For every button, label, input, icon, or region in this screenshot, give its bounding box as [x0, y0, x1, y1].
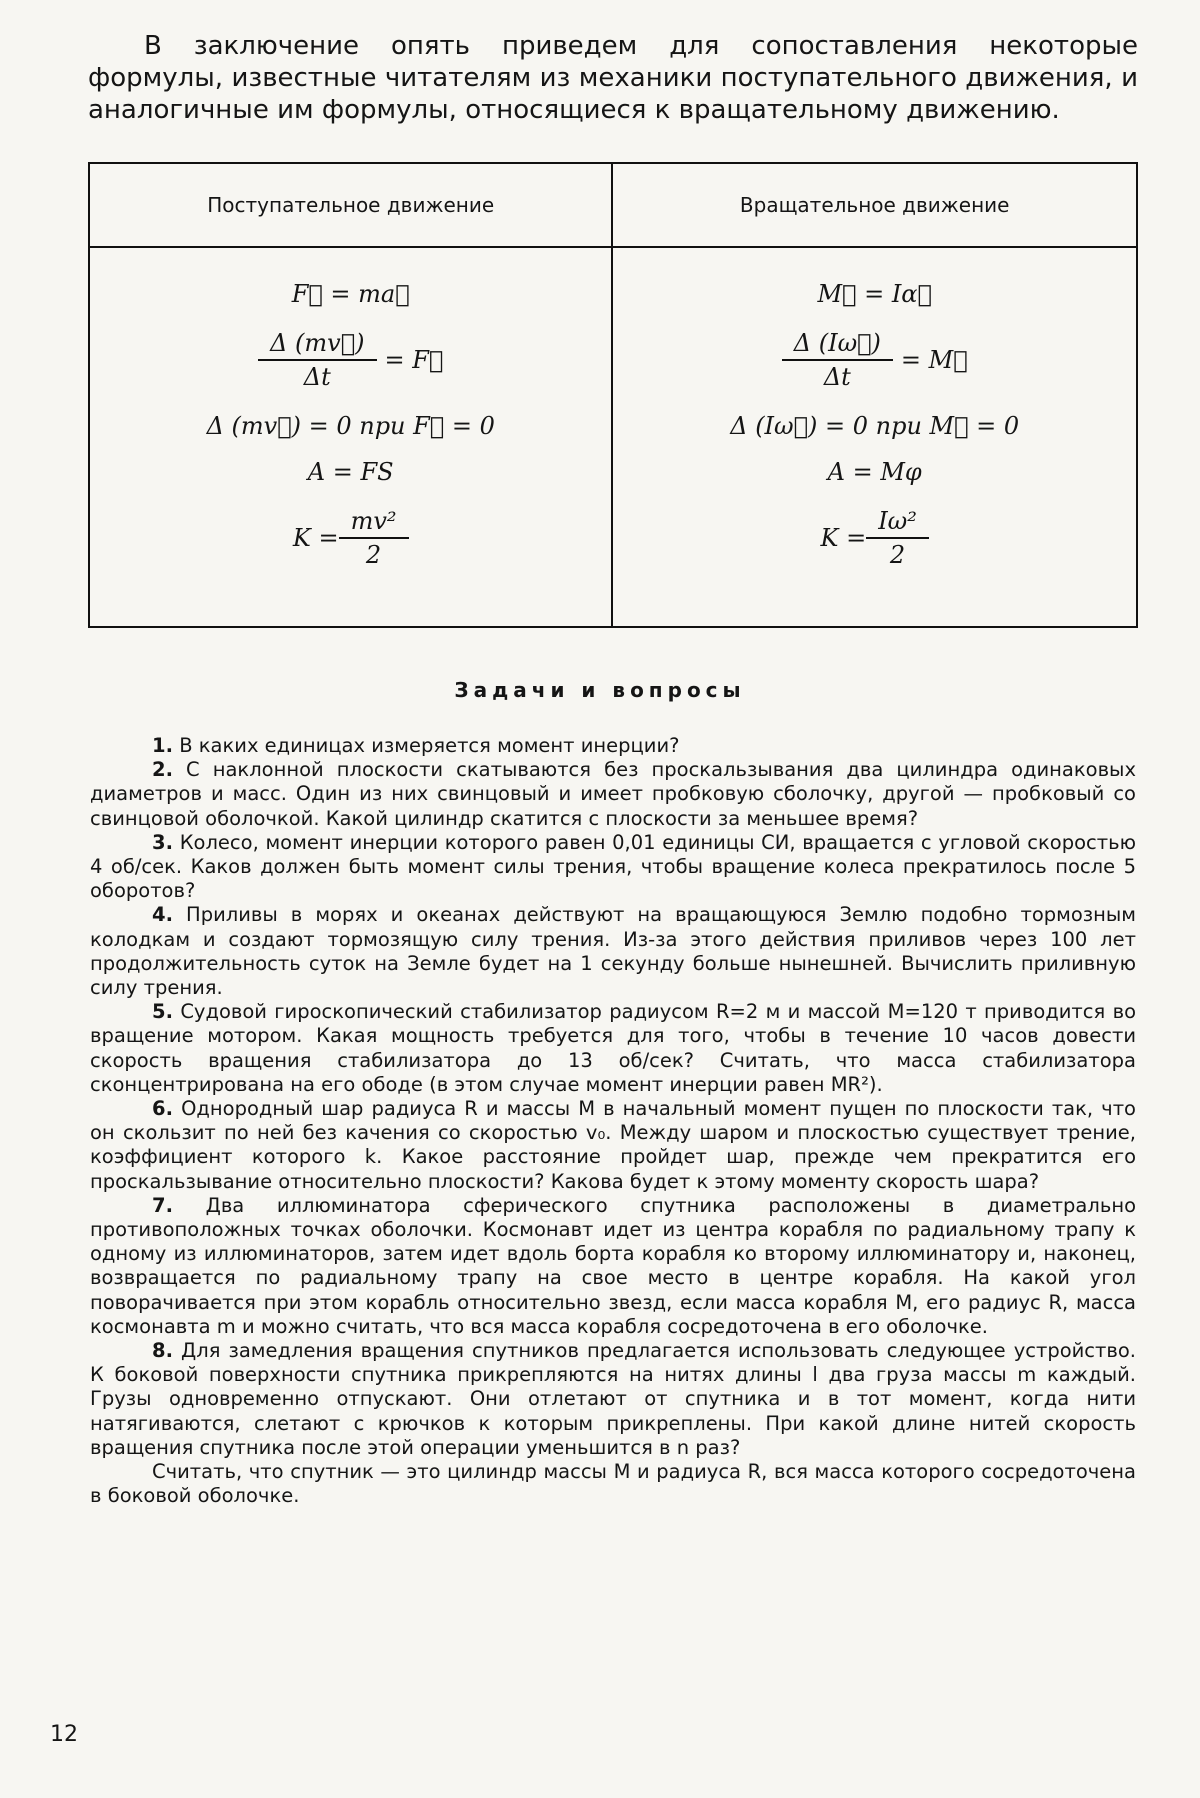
fraction: $\frac{\Delta (I\omega⃗)}{\Delta t}$: [782, 327, 893, 393]
problem-item: 4. Приливы в морях и океанах действуют на вращающуюся Землю подобно тормозным колодкам и создают тормозящую силу трения. Из-за этого действия приливов через 100 лет продолжительность суток на Земле будет на 1 секунду больше нынешней. Вычислить приливную силу трения.: [90, 903, 1136, 1000]
formula-angular-momentum-conservation: Δ (Iω⃗) = 0 при M⃗ = 0: [730, 412, 1020, 440]
problem-item: 3. Колесо, момент инерции которого равен 0,01 единицы СИ, вращается с угловой скоростью 4 об/сек. Каков должен быть момент силы трения, чтобы вращение колеса прекратилось после 5 оборотов?: [90, 830, 1137, 903]
problem-item: 5. Судовой гироскопический стабилизатор радиусом R=2 м и массой M=120 т приводится во вращение мотором. Какая мощность требуется для того, чтобы в течение 10 часов довести скорость вращения стабилизатора до 13 об/сек? Считать, что масса стабилизатора сконцентрирована на его ободе (в этом случае момент инерции равен MR²).: [90, 1000, 1136, 1096]
formula-momentum-conservation: Δ (mv⃗) = 0 при F⃗ = 0: [206, 412, 495, 440]
comparison-table: [88, 162, 1138, 628]
fraction: $\frac{\Delta (mv⃗)}{\Delta t}$: [258, 327, 376, 393]
problem-item: 2. С наклонной плоскости скатываются без проскальзывания два цилиндра одинаковых диаметров и масс. Один из них свинцовый и имеет пробковую сболочку, другой — пробковый со свинцовой оболочкой. Какой цилиндр скатится с плоскости за меньшее время?: [90, 758, 1136, 830]
translational-formulas: [89, 247, 612, 627]
formula-newton: F⃗ = ma⃗: [291, 280, 410, 308]
problem-item: 8. Для замедления вращения спутников предлагается использовать следующее устройство. К боковой поверхности спутника прикрепляются на нитях длины l два груза массы m каждый. Грузы одновременно отпускают. Они отлетают от спутника и в тот момент, когда нити натягиваются, слетают с крючков к которым прикреплены. При какой длине нитей скорость вращения спутника после этой операции уменьшится в n раз?: [90, 1339, 1136, 1459]
formula-kinetic-energy: K = $\frac{\text{mv²}}{2}$: [91, 498, 610, 578]
fraction: $\frac{\text{Iω²}}{2}$: [866, 505, 929, 571]
problem-item: 1. В каких единицах измеряется момент инерции?: [152, 734, 680, 757]
header-rotational: Вращательное движение: [612, 163, 1137, 247]
page-number: 12: [50, 1722, 78, 1747]
formula-work: A = FS: [307, 458, 394, 486]
formula-rotational-work: A = Mφ: [827, 458, 922, 486]
problem-item-continuation: Считать, что спутник — это цилиндр массы M и радиуса R, вся масса которого сосредоточена в боковой оболочке.: [90, 1460, 1136, 1508]
problem-item: 6. Однородный шар радиуса R и массы M в начальный момент пущен по плоскости так, что он скользит по ней без качения со скоростью v₀. Между шаром и плоскостью существует трение, коэффициент которого k. Какое расстояние пройдет шар, прежде чем прекратится его проскальзывание относительно плоскости? Какова будет к этому моменту скорость шара?: [90, 1097, 1136, 1193]
formula-rotational-kinetic-energy: K = $\frac{\text{Iω²}}{2}$: [614, 498, 1135, 578]
header-translational: Поступательное движение: [89, 163, 612, 247]
fraction: $\frac{\text{mv²}}{2}$: [339, 505, 409, 571]
formula-torque: M⃗ = Iα⃗: [817, 280, 932, 308]
problem-list: [90, 734, 1136, 1509]
section-title: Задачи и вопросы: [454, 678, 746, 702]
formula-momentum-change: $\frac{\Delta (mv⃗)}{\Delta t}$ = F⃗: [91, 320, 610, 400]
intro-paragraph: В заключение опять приведем для сопоставления некоторые формулы, известные читателям из механики поступательного движения, и аналогичные им формулы, относящиеся к вращательному движению.: [88, 31, 1138, 125]
problem-item: 7. Два иллюминатора сферического спутника расположены в диаметрально противоположных точках оболочки. Космонавт идет из центра корабля по радиальному трапу к одному из иллюминаторов, затем идет вдоль борта корабля ко второму иллюминатору и, наконец, возвращается по радиальному трапу на свое место в центре корабля. На какой угол поворачивается при этом корабль относительно звезд, если масса корабля M, его радиус R, масса космонавта m и можно считать, что вся масса корабля сосредоточена в его оболочке.: [90, 1193, 1136, 1338]
rotational-formulas: [612, 247, 1137, 627]
formula-angular-momentum-change: $\frac{\Delta (I\omega⃗)}{\Delta t}$ = M⃗: [614, 320, 1135, 400]
